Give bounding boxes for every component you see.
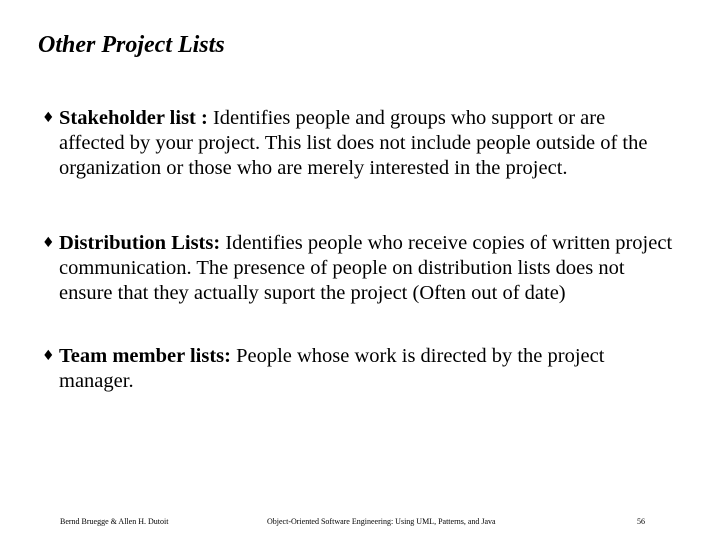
bullet-item-team-member-lists [44, 344, 674, 394]
bullet-term: Team member lists: [59, 345, 231, 367]
diamond-bullet-icon: ♦ [42, 348, 55, 364]
footer-page-number: 56 [637, 517, 645, 526]
footer-book-title: Object-Oriented Software Engineering: Using UML, Patterns, and Java [267, 517, 496, 526]
bullet-text: Identifies people and groups who support or are affected by your project. This list does not include people outside of the organization or those who are merely interested in the project. [59, 107, 648, 179]
bullet-term: Distribution Lists: [59, 232, 221, 254]
bullet-text: Identifies people who receive copies of written project communication. The presence of people on distribution lists does not ensure that they actually suport the project (Often out of date) [59, 232, 673, 304]
bullet-list [44, 106, 674, 394]
slide-title: Other Project Lists [38, 32, 225, 58]
bullet-term: Stakeholder list : [59, 107, 208, 129]
bullet-item-stakeholder-list [44, 106, 674, 231]
bullet-item-distribution-lists [44, 231, 674, 344]
diamond-bullet-icon: ♦ [42, 235, 55, 251]
footer-authors: Bernd Bruegge & Allen H. Dutoit [60, 517, 169, 526]
diamond-bullet-icon: ♦ [42, 110, 55, 126]
bullet-text: People whose work is directed by the project manager. [59, 345, 605, 392]
